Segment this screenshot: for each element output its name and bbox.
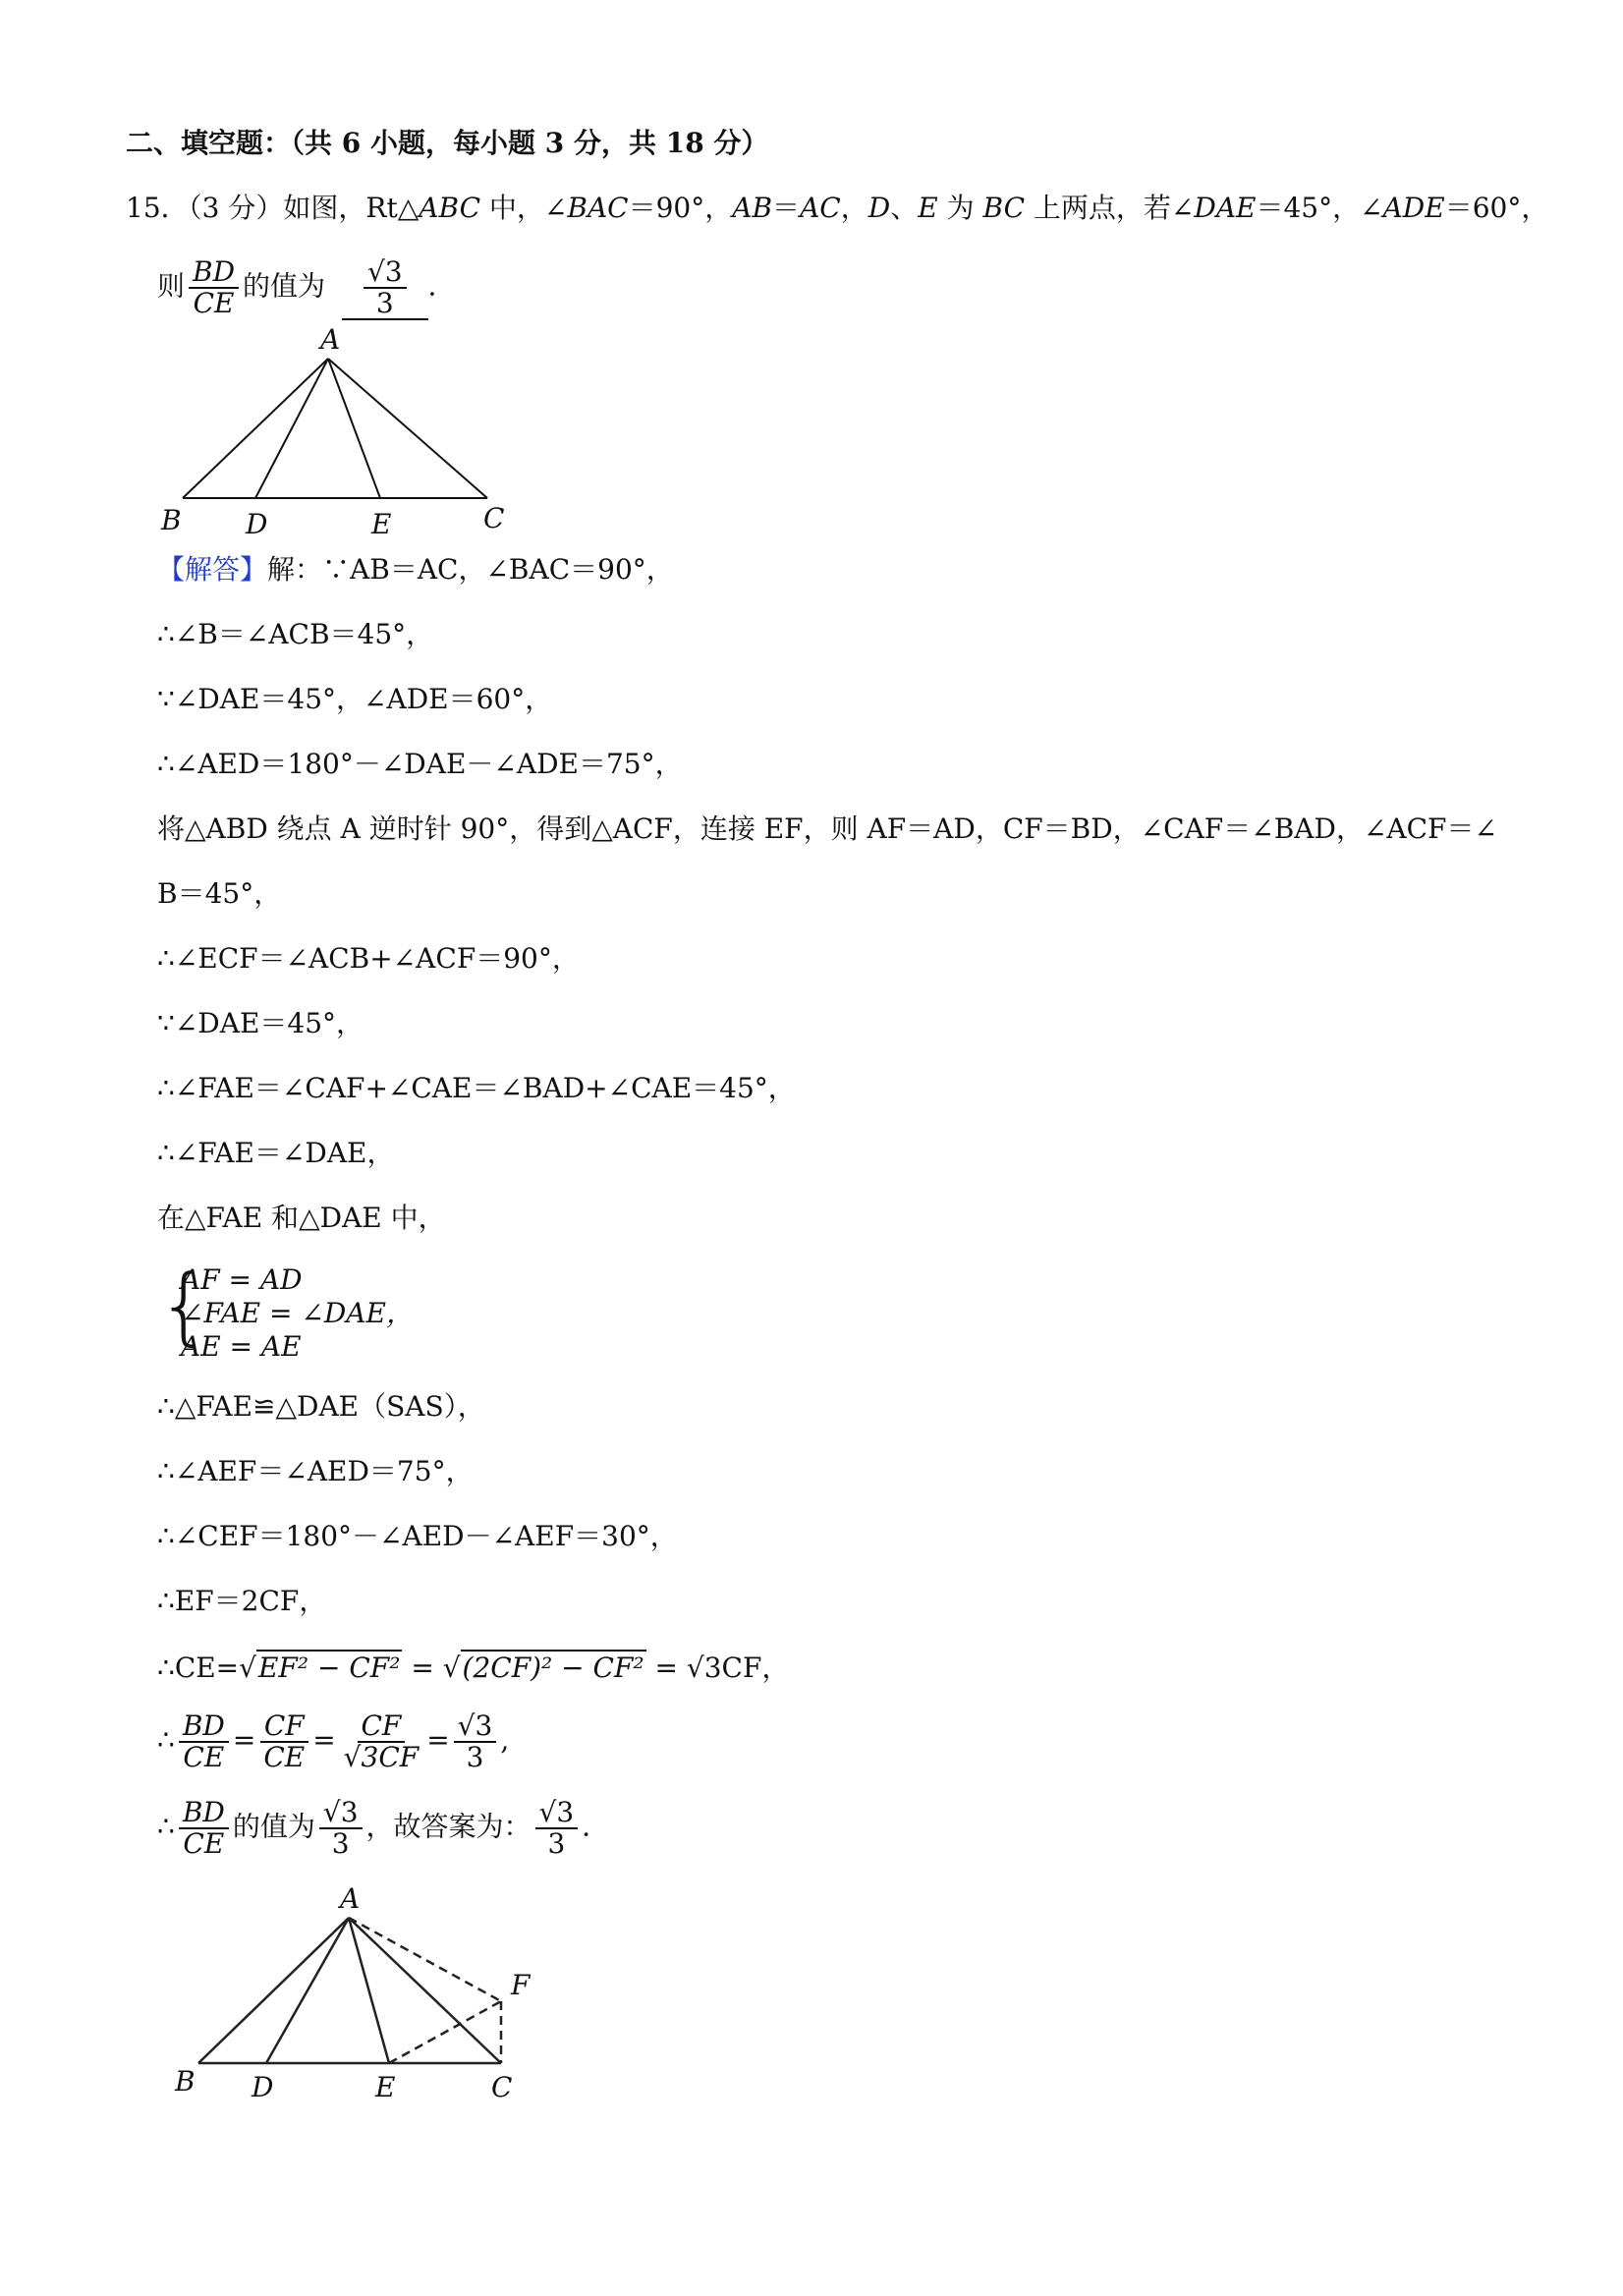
figure-1 — [147, 319, 521, 540]
question-score: （3 分） — [188, 192, 284, 224]
segment-ad — [266, 1918, 349, 2063]
solution-line-17: ∴ $\frac{BD}{CE}$ = $\frac{CF}{CE}$ = $\frac{CF}{√3CF}$ = $\frac{√3}{3}$ , — [157, 1709, 510, 1773]
solution-line-11: 在△FAE 和△DAE 中， — [157, 1202, 446, 1234]
stem-text: ． — [427, 269, 456, 303]
fraction-numerator: CF — [358, 1711, 406, 1743]
stem-text: 则 — [157, 269, 186, 303]
solution-line-8: ∵∠DAE＝45°， — [157, 1007, 364, 1039]
question-number: 15． — [126, 192, 189, 224]
question-stem — [126, 191, 1548, 226]
figure-2 — [157, 1876, 570, 2112]
solution-text: 的值为 — [232, 1810, 315, 1843]
fraction — [179, 1798, 229, 1859]
sqrt-expression: √(2CF)² − CF² — [442, 1652, 644, 1684]
solution-line-15: ∴EF＝2CF， — [157, 1585, 327, 1617]
segment-ac — [349, 1918, 501, 2063]
stem-text: 中，∠ — [480, 192, 568, 224]
system-eq-3: AE = AE — [181, 1330, 302, 1363]
question-stem-line2 — [157, 257, 456, 320]
label-f: F — [511, 1969, 531, 2001]
solution-line-7: ∴∠ECF＝∠ACB+∠ACF＝90°， — [157, 942, 580, 975]
fraction — [319, 1798, 363, 1859]
segment-ae — [349, 1918, 389, 2063]
fraction — [454, 1711, 497, 1772]
solution-text: = — [402, 1652, 443, 1684]
fraction — [259, 1711, 308, 1772]
fraction-denominator: 3 — [547, 1827, 566, 1860]
stem-text: 如图， — [283, 192, 366, 224]
solution-line-2: ∴∠B＝∠ACB＝45°， — [157, 618, 434, 650]
fraction — [340, 1711, 423, 1772]
segment-af-dashed — [349, 1918, 501, 2001]
fraction-numerator: CF — [260, 1711, 308, 1743]
label-d: D — [252, 2071, 274, 2103]
solution-line-12: ∴△FAE≌△DAE（SAS）， — [157, 1390, 485, 1423]
solution-line-10: ∴∠FAE＝∠DAE， — [157, 1137, 395, 1169]
fraction — [535, 1798, 579, 1859]
fraction-denominator: 3 — [331, 1827, 350, 1860]
answer-blank — [342, 257, 428, 320]
answer-numerator: √3 — [364, 257, 407, 289]
stem-text: DAE — [1194, 192, 1257, 224]
label-d: D — [246, 508, 268, 540]
stem-text: 为 — [937, 192, 983, 224]
fraction-denominator: CE — [183, 1827, 225, 1860]
segment-ab — [183, 359, 328, 498]
fraction-denominator: CE — [193, 287, 235, 319]
stem-text: Rt△ — [365, 192, 420, 224]
label-e: E — [375, 2071, 396, 2103]
solution-text: ∴CE= — [157, 1652, 240, 1684]
stem-text: BC — [982, 192, 1025, 224]
solution-tag: 【解答】 — [157, 553, 268, 586]
stem-text: 上两点，若∠ — [1025, 192, 1195, 224]
stem-text: 、 — [890, 192, 919, 224]
stem-text: D — [867, 192, 891, 224]
stem-text: ＝60°， — [1444, 192, 1549, 224]
left-brace-icon: { — [157, 1257, 211, 1355]
label-e: E — [371, 508, 392, 540]
solution-text: ∴ — [157, 1723, 175, 1757]
fraction — [179, 1711, 229, 1772]
fraction-numerator: BD — [179, 1711, 229, 1743]
solution-line-5: 将△ABD 绕点 A 逆时针 90°，得到△ACF，连接 EF，则 AF＝AD，CF＝BD，∠CAF＝∠BAD，∠ACF＝∠ — [157, 812, 1497, 845]
solution-line-9: ∴∠FAE＝∠CAF+∠CAE＝∠BAD+∠CAE＝45°， — [157, 1072, 796, 1104]
section-header: 二、填空题：（共 6 小题，每小题 3 分，共 18 分） — [126, 127, 769, 159]
radicand: (2CF)² − CF² — [462, 1652, 644, 1684]
label-b: B — [161, 504, 182, 536]
solution-line-3: ∵∠DAE＝45°，∠ADE＝60°， — [157, 683, 553, 715]
stem-text: E — [918, 192, 938, 224]
stem-text: ABC — [419, 192, 480, 224]
system-lines — [181, 1263, 414, 1364]
label-a: A — [320, 323, 341, 356]
solution-line-16 — [157, 1651, 789, 1686]
answer-fraction — [364, 257, 407, 318]
stem-text: BAC — [567, 192, 629, 224]
solution-text: 解：∵AB＝AC，∠BAC＝90°， — [267, 553, 674, 586]
solution-text: = √3CF， — [645, 1652, 790, 1684]
fraction-numerator: BD — [179, 1798, 229, 1829]
segment-ac — [328, 359, 487, 498]
stem-text: ＝45°，∠ — [1256, 192, 1383, 224]
stem-text: 的值为 — [243, 269, 326, 303]
stem-text: ＝90°， — [628, 192, 733, 224]
label-b: B — [175, 2065, 196, 2098]
fraction-denominator: CE — [263, 1741, 306, 1773]
solution-text: ． — [582, 1810, 610, 1843]
stem-text: ＝ — [772, 192, 801, 224]
label-a: A — [340, 1882, 361, 1915]
stem-text: ， — [840, 192, 868, 224]
radicand: EF² − CF² — [257, 1652, 401, 1684]
answer-denominator: 3 — [375, 287, 394, 319]
solution-line-6: B＝45°， — [157, 877, 282, 910]
stem-text: AC — [800, 192, 841, 224]
fraction-numerator: √3 — [454, 1711, 497, 1743]
label-c: C — [491, 2071, 513, 2103]
system-eq-2: ∠FAE = ∠DAE， — [181, 1297, 414, 1329]
fraction-numerator: √3 — [319, 1798, 363, 1829]
solution-text: ∴ — [157, 1810, 175, 1843]
fraction-denominator: √3CF — [343, 1741, 420, 1773]
label-c: C — [483, 502, 505, 534]
solution-text: , — [500, 1723, 510, 1757]
solution-text: ，故答案为： — [365, 1810, 532, 1843]
system-eq-1: AF = AD — [181, 1263, 303, 1296]
stem-text: ADE — [1382, 192, 1445, 224]
segment-ab — [198, 1918, 349, 2063]
solution-line-14: ∴∠CEF＝180°－∠AED－∠AEF＝30°， — [157, 1520, 678, 1552]
segment-ae — [328, 359, 380, 498]
segment-ad — [255, 359, 328, 498]
fraction-denominator: CE — [183, 1741, 225, 1773]
fraction-numerator: √3 — [535, 1798, 579, 1829]
equation-system — [157, 1257, 452, 1372]
fraction-bd-ce — [189, 257, 239, 318]
solution-line-13: ∴∠AEF＝∠AED＝75°， — [157, 1455, 474, 1487]
solution-line-18 — [157, 1798, 609, 1859]
solution-line-1 — [157, 552, 674, 588]
solution-line-4: ∴∠AED＝180°－∠DAE－∠ADE＝75°， — [157, 748, 683, 780]
fraction-denominator: 3 — [466, 1741, 484, 1773]
stem-text: AB — [732, 192, 773, 224]
sqrt-expression: √EF² − CF² — [239, 1652, 401, 1684]
fraction-numerator: BD — [189, 257, 239, 289]
